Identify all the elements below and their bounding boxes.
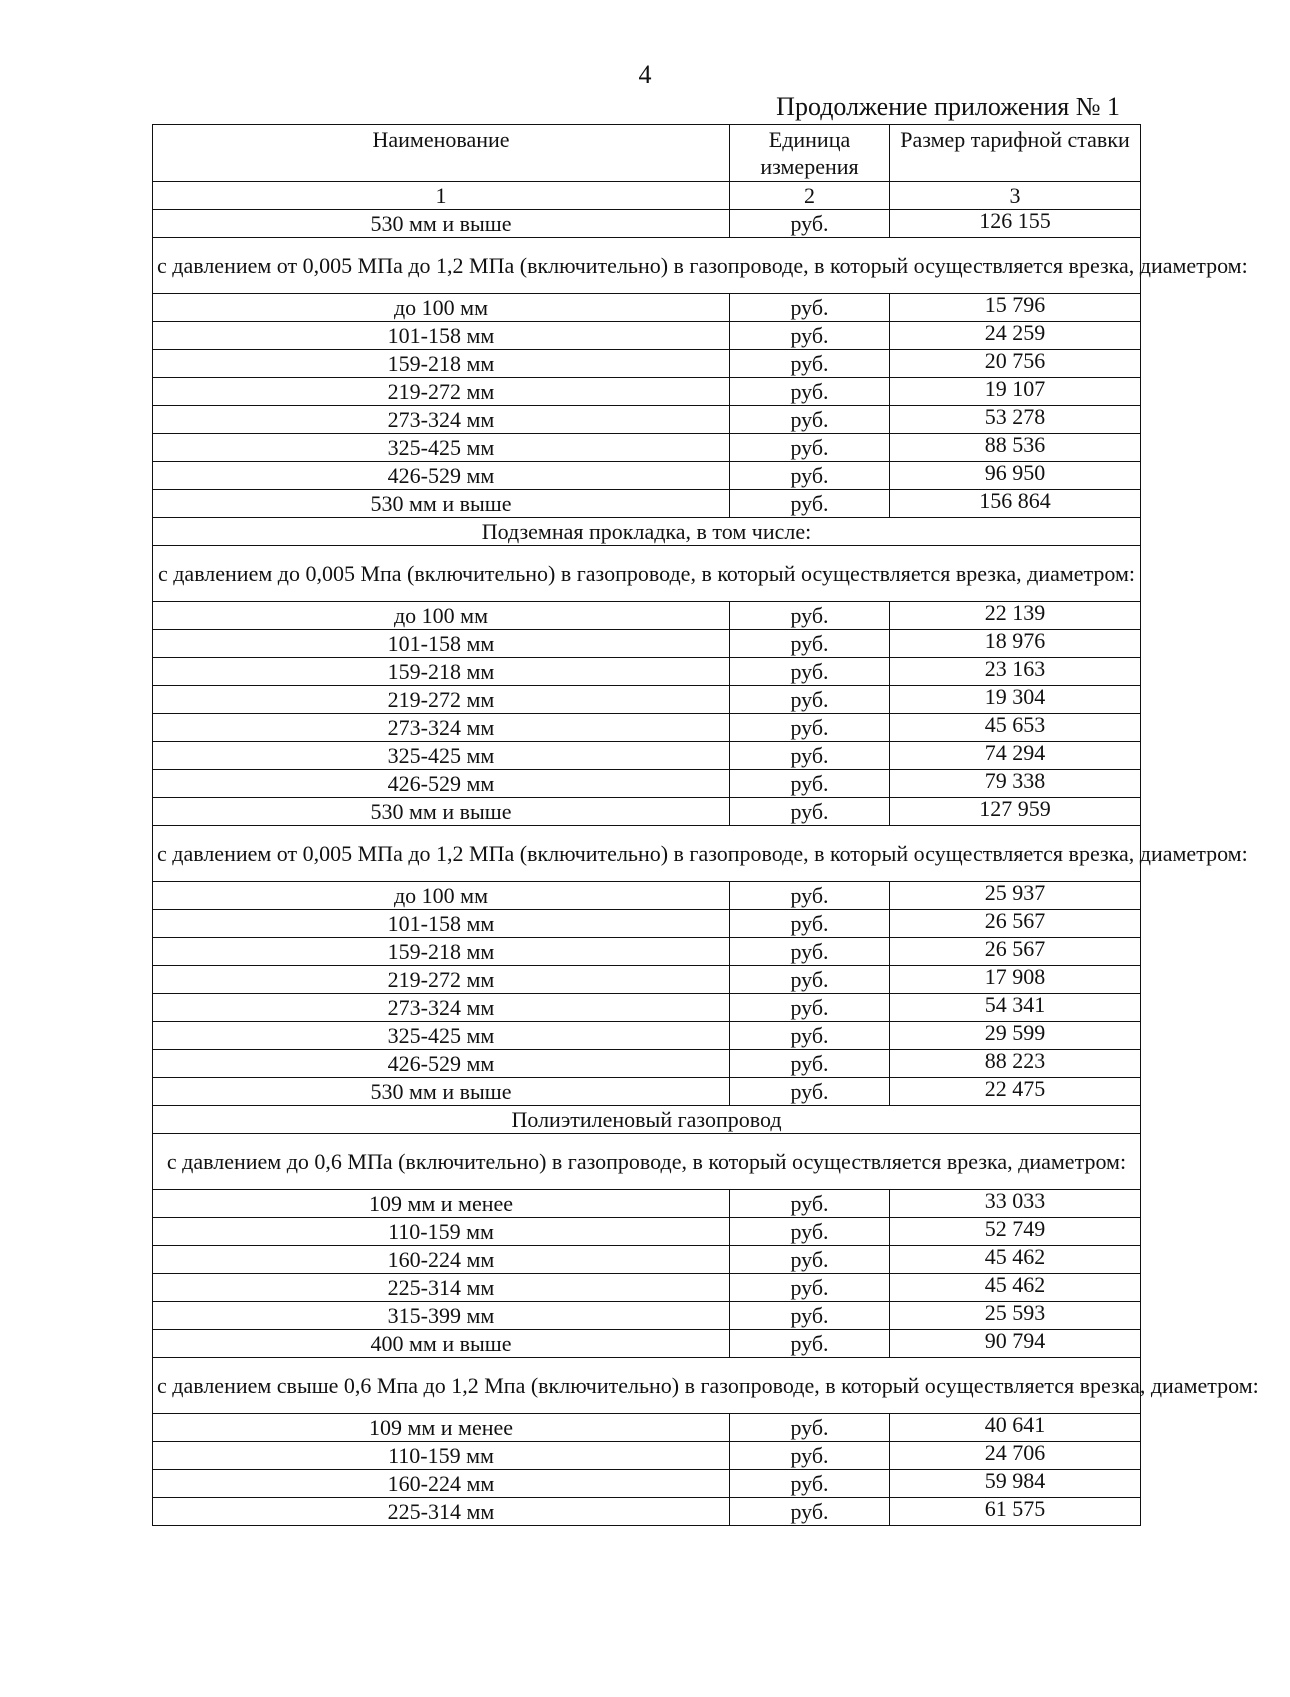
unit-cell: руб. xyxy=(730,742,890,770)
diameter-cell: 530 мм и выше xyxy=(153,490,730,518)
section-heading-row xyxy=(153,1358,1141,1414)
table-row xyxy=(153,462,1141,490)
rate-cell: 45 462 xyxy=(890,1246,1141,1274)
diameter-cell: 325-425 мм xyxy=(153,742,730,770)
rate-cell: 79 338 xyxy=(890,770,1141,798)
rate-cell: 126 155 xyxy=(890,210,1141,238)
table-row xyxy=(153,938,1141,966)
table-row xyxy=(153,350,1141,378)
unit-cell: руб. xyxy=(730,490,890,518)
unit-cell: руб. xyxy=(730,1190,890,1218)
unit-cell: руб. xyxy=(730,1498,890,1526)
section-heading: с давлением до 0,6 МПа (включительно) в газопроводе, в который осуществляется врезка, диаметром: xyxy=(153,1134,1141,1190)
rate-cell: 18 976 xyxy=(890,630,1141,658)
tariff-table-body xyxy=(153,125,1259,1526)
unit-cell: руб. xyxy=(730,210,890,238)
rate-cell: 88 536 xyxy=(890,434,1141,462)
diameter-cell: 110-159 мм xyxy=(153,1442,730,1470)
table-row xyxy=(153,1302,1141,1330)
table-row xyxy=(153,742,1141,770)
rate-cell: 20 756 xyxy=(890,350,1141,378)
unit-cell: руб. xyxy=(730,630,890,658)
rate-cell: 156 864 xyxy=(890,490,1141,518)
rate-cell: 17 908 xyxy=(890,966,1141,994)
table-row xyxy=(153,798,1141,826)
diameter-cell: 530 мм и выше xyxy=(153,210,730,238)
rate-cell: 45 653 xyxy=(890,714,1141,742)
table-row xyxy=(153,1022,1141,1050)
diameter-cell: 101-158 мм xyxy=(153,630,730,658)
diameter-cell: 426-529 мм xyxy=(153,462,730,490)
table-row xyxy=(153,406,1141,434)
unit-cell: руб. xyxy=(730,938,890,966)
diameter-cell: 159-218 мм xyxy=(153,350,730,378)
header-name: Наименование xyxy=(153,125,730,182)
section-heading: Подземная прокладка, в том числе: xyxy=(153,518,1141,546)
header-unit: Единица измерения xyxy=(730,125,890,182)
unit-cell: руб. xyxy=(730,1022,890,1050)
rate-cell: 26 567 xyxy=(890,910,1141,938)
diameter-cell: 110-159 мм xyxy=(153,1218,730,1246)
diameter-cell: 315-399 мм xyxy=(153,1302,730,1330)
diameter-cell: 273-324 мм xyxy=(153,406,730,434)
rate-cell: 23 163 xyxy=(890,658,1141,686)
rate-cell: 29 599 xyxy=(890,1022,1141,1050)
unit-cell: руб. xyxy=(730,1470,890,1498)
unit-cell: руб. xyxy=(730,1246,890,1274)
table-row xyxy=(153,658,1141,686)
unit-cell: руб. xyxy=(730,910,890,938)
unit-cell: руб. xyxy=(730,322,890,350)
table-row xyxy=(153,1190,1141,1218)
column-number: 2 xyxy=(730,182,890,210)
rate-cell: 40 641 xyxy=(890,1414,1141,1442)
table-row xyxy=(153,1330,1141,1358)
unit-cell: руб. xyxy=(730,714,890,742)
rate-cell: 59 984 xyxy=(890,1470,1141,1498)
rate-cell: 22 139 xyxy=(890,602,1141,630)
unit-cell: руб. xyxy=(730,994,890,1022)
diameter-cell: 101-158 мм xyxy=(153,910,730,938)
diameter-cell: 219-272 мм xyxy=(153,378,730,406)
unit-cell: руб. xyxy=(730,434,890,462)
unit-cell: руб. xyxy=(730,882,890,910)
unit-cell: руб. xyxy=(730,658,890,686)
diameter-cell: 426-529 мм xyxy=(153,770,730,798)
table-row xyxy=(153,994,1141,1022)
table-row xyxy=(153,602,1141,630)
section-heading-row xyxy=(153,1134,1141,1190)
diameter-cell: 325-425 мм xyxy=(153,1022,730,1050)
table-header-row xyxy=(153,125,1141,182)
unit-cell: руб. xyxy=(730,1302,890,1330)
unit-cell: руб. xyxy=(730,1414,890,1442)
diameter-cell: 273-324 мм xyxy=(153,994,730,1022)
section-heading: с давлением от 0,005 МПа до 1,2 МПа (включительно) в газопроводе, в который осуществляется врезка, диаметром: xyxy=(153,826,1141,882)
unit-cell: руб. xyxy=(730,406,890,434)
section-heading-row xyxy=(153,546,1141,602)
rate-cell: 45 462 xyxy=(890,1274,1141,1302)
rate-cell: 54 341 xyxy=(890,994,1141,1022)
diameter-cell: 225-314 мм xyxy=(153,1498,730,1526)
unit-cell: руб. xyxy=(730,1050,890,1078)
diameter-cell: 101-158 мм xyxy=(153,322,730,350)
unit-cell: руб. xyxy=(730,966,890,994)
diameter-cell: до 100 мм xyxy=(153,882,730,910)
diameter-cell: 325-425 мм xyxy=(153,434,730,462)
table-row xyxy=(153,322,1141,350)
section-heading-row xyxy=(153,826,1141,882)
table-row xyxy=(153,1078,1141,1106)
section-heading: с давлением свыше 0,6 Мпа до 1,2 Мпа (включительно) в газопроводе, в который осуществляется врезка, диаметром: xyxy=(153,1358,1141,1414)
diameter-cell: 159-218 мм xyxy=(153,658,730,686)
column-number: 1 xyxy=(153,182,730,210)
table-row xyxy=(153,210,1141,238)
unit-cell: руб. xyxy=(730,602,890,630)
unit-cell: руб. xyxy=(730,686,890,714)
diameter-cell: 160-224 мм xyxy=(153,1470,730,1498)
rate-cell: 52 749 xyxy=(890,1218,1141,1246)
table-row xyxy=(153,910,1141,938)
page-number: 4 xyxy=(638,60,652,89)
rate-cell: 33 033 xyxy=(890,1190,1141,1218)
unit-cell: руб. xyxy=(730,798,890,826)
diameter-cell: 273-324 мм xyxy=(153,714,730,742)
rate-cell: 88 223 xyxy=(890,1050,1141,1078)
section-heading: Полиэтиленовый газопровод xyxy=(153,1106,1141,1134)
unit-cell: руб. xyxy=(730,1330,890,1358)
rate-cell: 127 959 xyxy=(890,798,1141,826)
unit-cell: руб. xyxy=(730,1442,890,1470)
table-row xyxy=(153,686,1141,714)
diameter-cell: 159-218 мм xyxy=(153,938,730,966)
section-heading-row xyxy=(153,238,1141,294)
table-row xyxy=(153,1470,1141,1498)
unit-cell: руб. xyxy=(730,378,890,406)
diameter-cell: 160-224 мм xyxy=(153,1246,730,1274)
rate-cell: 22 475 xyxy=(890,1078,1141,1106)
table-row xyxy=(153,882,1141,910)
rate-cell: 74 294 xyxy=(890,742,1141,770)
unit-cell: руб. xyxy=(730,1078,890,1106)
table-row xyxy=(153,1498,1141,1526)
column-number-row xyxy=(153,182,1141,210)
table-row xyxy=(153,434,1141,462)
diameter-cell: 219-272 мм xyxy=(153,686,730,714)
unit-cell: руб. xyxy=(730,1274,890,1302)
rate-cell: 24 706 xyxy=(890,1442,1141,1470)
section-heading-row xyxy=(153,1106,1141,1134)
table-row xyxy=(153,378,1141,406)
section-heading: с давлением до 0,005 Мпа (включительно) в газопроводе, в который осуществляется врезка, диаметром: xyxy=(153,546,1141,602)
rate-cell: 90 794 xyxy=(890,1330,1141,1358)
rate-cell: 15 796 xyxy=(890,294,1141,322)
unit-cell: руб. xyxy=(730,770,890,798)
diameter-cell: 530 мм и выше xyxy=(153,1078,730,1106)
table-row xyxy=(153,714,1141,742)
unit-cell: руб. xyxy=(730,1218,890,1246)
appendix-continuation-title: Продолжение приложения № 1 xyxy=(776,92,1120,121)
table-row xyxy=(153,770,1141,798)
table-row xyxy=(153,1442,1141,1470)
unit-cell: руб. xyxy=(730,350,890,378)
diameter-cell: 109 мм и менее xyxy=(153,1414,730,1442)
rate-cell: 25 937 xyxy=(890,882,1141,910)
unit-cell: руб. xyxy=(730,294,890,322)
table-row xyxy=(153,966,1141,994)
diameter-cell: 109 мм и менее xyxy=(153,1190,730,1218)
rate-cell: 61 575 xyxy=(890,1498,1141,1526)
diameter-cell: до 100 мм xyxy=(153,294,730,322)
rate-cell: 19 304 xyxy=(890,686,1141,714)
table-row xyxy=(153,630,1141,658)
column-number: 3 xyxy=(890,182,1141,210)
rate-cell: 26 567 xyxy=(890,938,1141,966)
rate-cell: 24 259 xyxy=(890,322,1141,350)
header-rate: Размер тарифной ставки xyxy=(890,125,1141,182)
tariff-table xyxy=(152,124,1259,1526)
table-row xyxy=(153,1218,1141,1246)
table-row xyxy=(153,1050,1141,1078)
section-heading-row xyxy=(153,518,1141,546)
rate-cell: 96 950 xyxy=(890,462,1141,490)
diameter-cell: 426-529 мм xyxy=(153,1050,730,1078)
table-row xyxy=(153,1414,1141,1442)
diameter-cell: 225-314 мм xyxy=(153,1274,730,1302)
rate-cell: 19 107 xyxy=(890,378,1141,406)
table-row xyxy=(153,490,1141,518)
table-row xyxy=(153,1246,1141,1274)
table-row xyxy=(153,294,1141,322)
rate-cell: 25 593 xyxy=(890,1302,1141,1330)
diameter-cell: 400 мм и выше xyxy=(153,1330,730,1358)
table-row xyxy=(153,1274,1141,1302)
unit-cell: руб. xyxy=(730,462,890,490)
diameter-cell: 530 мм и выше xyxy=(153,798,730,826)
rate-cell: 53 278 xyxy=(890,406,1141,434)
diameter-cell: 219-272 мм xyxy=(153,966,730,994)
diameter-cell: до 100 мм xyxy=(153,602,730,630)
section-heading: с давлением от 0,005 МПа до 1,2 МПа (включительно) в газопроводе, в который осуществляется врезка, диаметром: xyxy=(153,238,1141,294)
